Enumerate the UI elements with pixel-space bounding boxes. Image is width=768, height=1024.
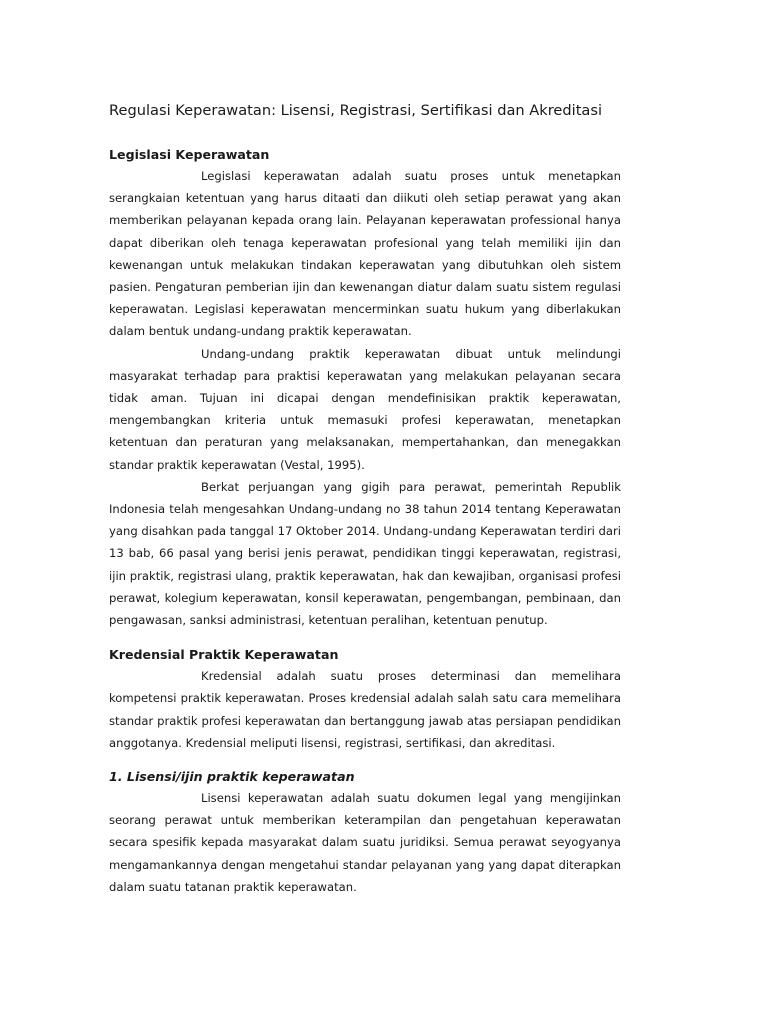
paragraph-legislasi-1: Legislasi keperawatan adalah suatu proses untuk menetapkan serangkaian ketentuan yang harus ditaati dan diikuti oleh setiap perawat yang akan memberikan pelayanan kepada orang lain. Pelayanan keperawatan professional hanya dapat diberikan oleh tenaga keperawatan profesional yang telah memiliki ijin dan kewenangan untuk melakukan tindakan keperawatan yang dibutuhkan oleh sistem pasien. Pengaturan pemberian ijin dan kewenangan diatur dalam suatu sistem regulasi keperawatan. Legislasi keperawatan mencerminkan suatu hukum yang diberlakukan dalam bentuk undang-undang praktik keperawatan.	[109, 169, 621, 339]
document-page	[109, 100, 621, 898]
section-heading-kredensial: Kredensial Praktik Keperawatan	[109, 647, 339, 663]
paragraph-legislasi-3: Berkat perjuangan yang gigih para perawat, pemerintah Republik Indonesia telah mengesahkan Undang-undang no 38 tahun 2014 tentang Keperawatan yang disahkan pada tanggal 17 Oktober 2014. Undang-undang Keperawatan terdiri dari 13 bab, 66 pasal yang berisi jenis perawat, pendidikan tinggi keperawatan, registrasi, ijin praktik, registrasi ulang, praktik keperawatan, hak dan kewajiban, organisasi profesi perawat, kolegium keperawatan, konsil keperawatan, pengembangan, pembinaan, dan pengawasan, sanksi administrasi, ketentuan peralihan, ketentuan penutup.	[109, 479, 621, 628]
paragraph-lisensi-1: Lisensi keperawatan adalah suatu dokumen legal yang mengijinkan seorang perawat untuk memberikan keterampilan dan pengetahuan keperawatan secara spesifik kepada masyarakat dalam suatu juridiksi. Semua perawat seyogyanya mengamankannya dengan mengetahui standar pelayanan yang yang dapat diterapkan dalam suatu tatanan praktik keperawatan.	[109, 791, 621, 894]
paragraph-kredensial-1: Kredensial adalah suatu proses determinasi dan memelihara kompetensi praktik keperawatan. Proses kredensial adalah salah satu cara memelihara standar praktik profesi keperawatan dan bertanggung jawab atas persiapan pendidikan anggotanya. Kredensial meliputi lisensi, registrasi, sertifikasi, dan akreditasi.	[109, 669, 621, 750]
section-heading-legislasi: Legislasi Keperawatan	[109, 147, 270, 162]
section-heading-lisensi: 1. Lisensi/ijin praktik keperawatan	[109, 769, 355, 785]
document-title: Regulasi Keperawatan: Lisensi, Registrasi, Sertifikasi dan Akreditasi	[109, 102, 603, 119]
paragraph-legislasi-2: Undang-undang praktik keperawatan dibuat untuk melindungi masyarakat terhadap para praktisi keperawatan yang melakukan pelayanan secara tidak aman. Tujuan ini dicapai dengan mendefinisikan praktik keperawatan, mengembangkan kriteria untuk memasuki profesi keperawatan, menetapkan ketentuan dan peraturan yang melaksanakan, mempertahankan, dan menegakkan standar praktik keperawatan (Vestal, 1995).	[109, 346, 621, 472]
